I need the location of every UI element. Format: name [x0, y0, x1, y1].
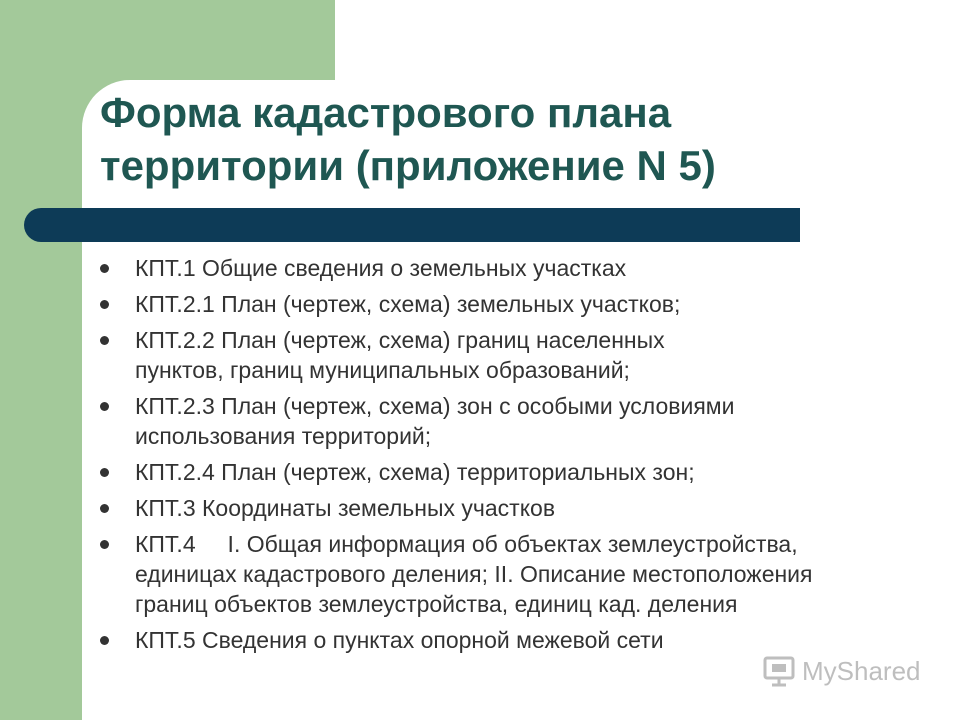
- list-item: [100, 289, 940, 319]
- slide-title-line-1: Форма кадастрового плана: [100, 89, 672, 136]
- bullet-icon: [100, 336, 109, 345]
- list-item-text: КПТ.3 Координаты земельных участков: [135, 495, 556, 521]
- list-item-text: пунктов, границ муниципальных образований;: [135, 357, 630, 383]
- watermark-text: MyShared: [802, 655, 921, 686]
- list-item-text: КПТ.2.1 План (чертеж, схема) земельных участков;: [135, 291, 681, 317]
- bullet-icon: [100, 504, 109, 513]
- list-item-text: использования территорий;: [135, 423, 432, 449]
- list-item: [100, 253, 940, 283]
- bullet-icon: [100, 264, 109, 273]
- list-item-text: КПТ.5 Сведения о пунктах опорной межевой сети: [135, 627, 664, 653]
- presentation-board-icon: [762, 654, 796, 688]
- bullet-icon: [100, 540, 109, 549]
- list-item-text: КПТ.4 I. Общая информация об объектах землеустройства,: [135, 531, 798, 557]
- list-item-text: единицах кадастрового деления; II. Описание местоположения: [135, 561, 813, 587]
- bullet-icon: [100, 402, 109, 411]
- list-item-text: КПТ.2.3 План (чертеж, схема) зон с особыми условиями: [135, 393, 735, 419]
- bullet-list: [100, 253, 940, 661]
- title-divider-bar: [24, 208, 800, 242]
- list-item: [100, 625, 940, 655]
- list-item-text: КПТ.2.2 План (чертеж, схема) границ населенных: [135, 327, 665, 353]
- watermark: [762, 654, 921, 688]
- bullet-icon: [100, 636, 109, 645]
- slide-title-line-2: территории (приложение N 5): [100, 142, 716, 189]
- list-item-text: границ объектов землеустройства, единиц кад. деления: [135, 591, 738, 617]
- bullet-icon: [100, 468, 109, 477]
- bullet-icon: [100, 300, 109, 309]
- list-item-text: КПТ.1 Общие сведения о земельных участках: [135, 255, 627, 281]
- list-item: [100, 325, 940, 385]
- list-item: [100, 391, 940, 451]
- slide-title: [100, 86, 716, 192]
- list-item: [100, 529, 940, 619]
- list-item: [100, 457, 940, 487]
- list-item-text: КПТ.2.4 План (чертеж, схема) территориальных зон;: [135, 459, 695, 485]
- list-item: [100, 493, 940, 523]
